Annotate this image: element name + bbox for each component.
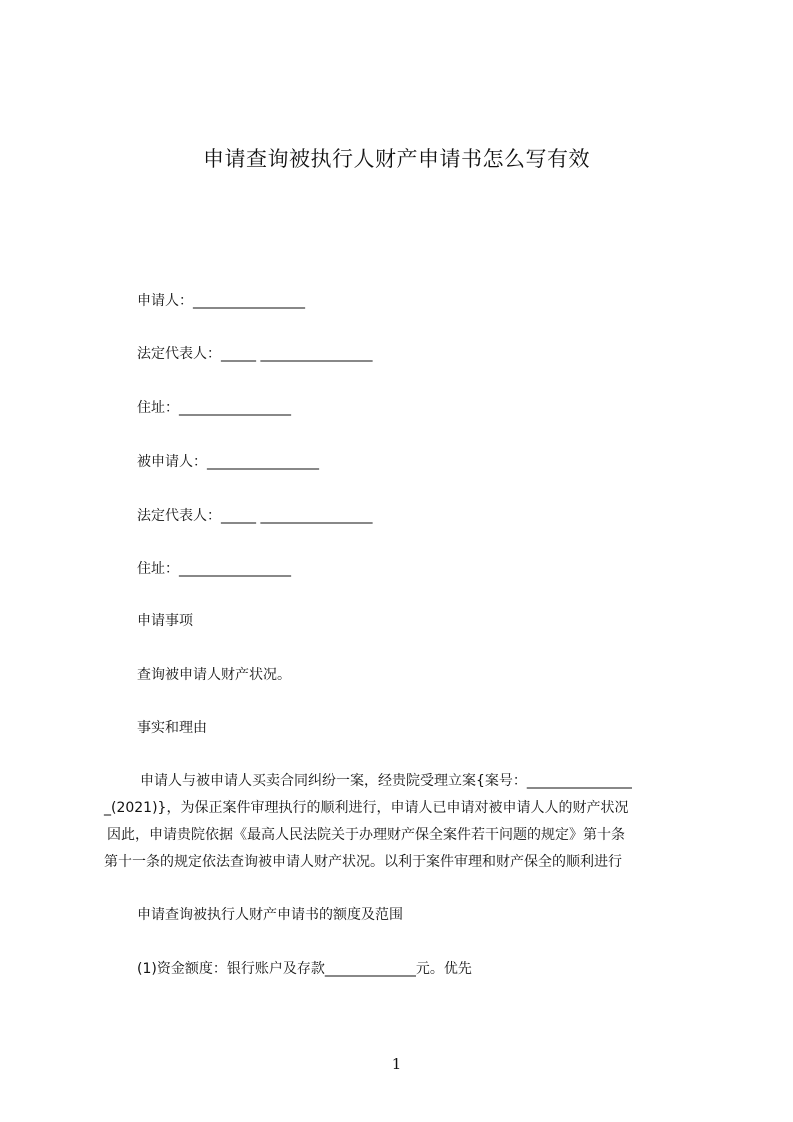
respondent-legal-rep-field: 法定代表人：_____ ________________ — [137, 508, 373, 524]
document-title: 申请查询被执行人财产申请书怎么写有效 — [203, 147, 590, 171]
scope-item: (1)资金额度：银行账户及存款_____________元。优先 — [137, 961, 472, 977]
scope-heading: 申请查询被执行人财产申请书的额度及范围 — [137, 907, 403, 923]
request-body: 查询被申请人财产状况。 — [137, 667, 291, 683]
applicant-address-field: 住址：________________ — [137, 400, 291, 416]
respondent-field: 被申请人：________________ — [137, 454, 319, 470]
facts-heading: 事实和理由 — [137, 720, 207, 736]
facts-paragraph-line: 第十一条的规定依法查询被申请人财产状况。以利于案件审理和财产保全的顺利进行 — [104, 854, 622, 870]
request-heading: 申请事项 — [137, 613, 193, 629]
respondent-address-field: 住址：________________ — [137, 561, 291, 577]
facts-paragraph-line: 申请人与被申请人买卖合同纠纷一案，经贵院受理立案{案号：_______________ — [140, 773, 632, 789]
page-number: 1 — [391, 1055, 402, 1073]
facts-paragraph-line: _(2021)}，为保正案件审理执行的顺利进行，申请人已申请对被申请人人的财产状况 — [104, 800, 629, 816]
applicant-legal-rep-field: 法定代表人：_____ ________________ — [137, 346, 373, 362]
applicant-field: 申请人：________________ — [137, 293, 305, 309]
facts-paragraph-line: 因此，申请贵院依据《最高人民法院关于办理财产保全案件若干问题的规定》第十条 — [107, 827, 625, 843]
